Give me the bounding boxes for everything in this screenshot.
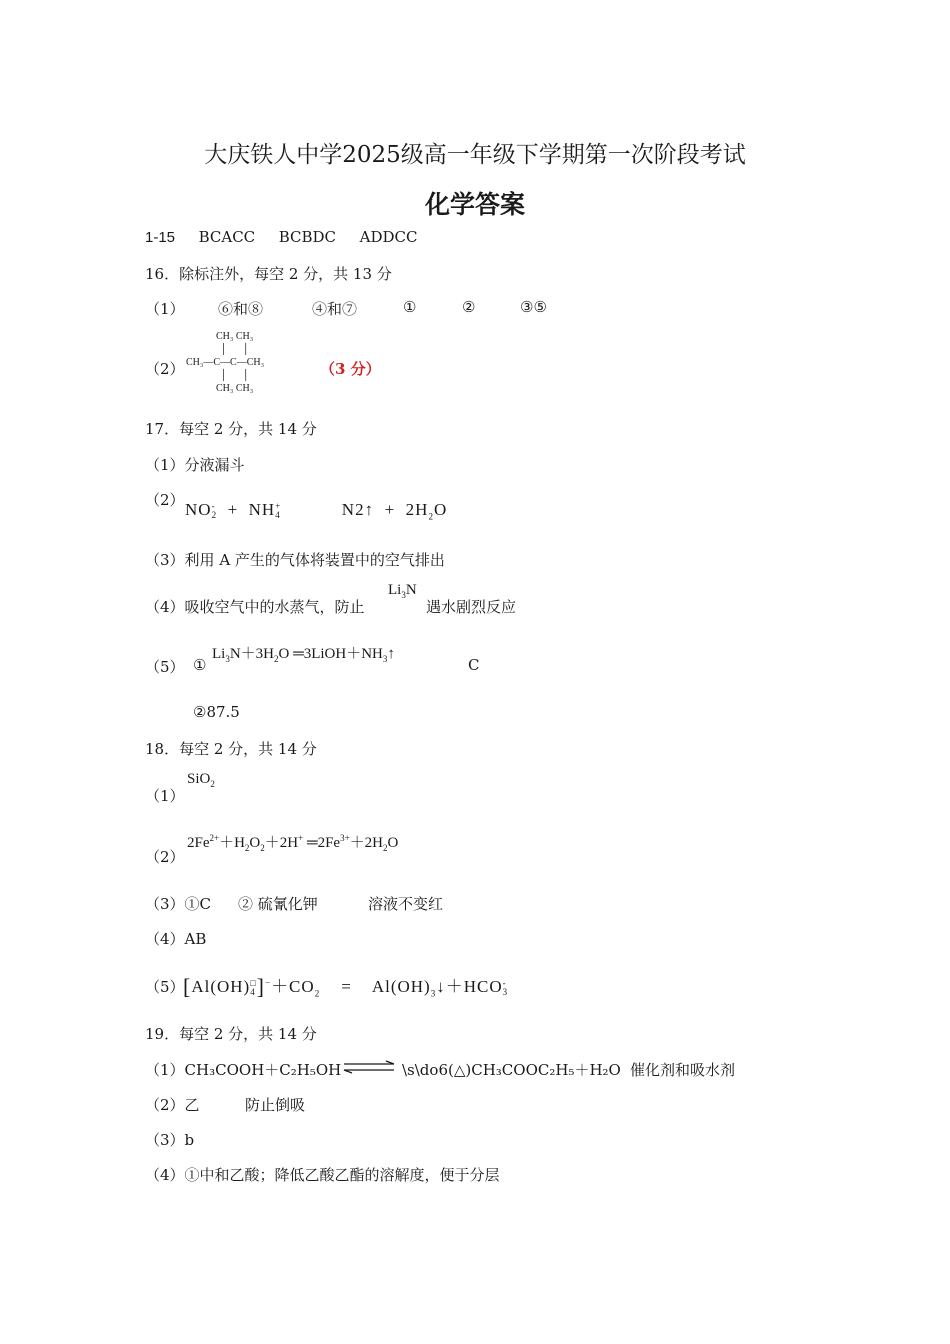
water-subscript: 2	[428, 511, 434, 522]
nitrogen-gas: N2↑	[341, 500, 375, 519]
q17-part4-text-b: 遇水剧烈反应	[426, 598, 517, 616]
e-b-sub: 2	[244, 843, 250, 853]
nitrite-ion: NO	[185, 500, 212, 519]
q19-part1-label: （1）	[145, 1061, 185, 1079]
q18-part4	[145, 928, 206, 949]
q17-part3-answer: 利用 A 产生的气体将装置中的空气排出	[184, 551, 445, 569]
e-c-sub: 2	[260, 843, 265, 853]
e-b: ＋H	[219, 835, 245, 851]
mc-answers	[145, 228, 417, 246]
q19-part2	[145, 1094, 200, 1115]
q19-header: 19．每空 2 分，共 14 分	[145, 1025, 317, 1043]
page-title: 大庆铁人中学2025级高一年级下学期第一次阶段考试	[204, 142, 746, 168]
e-f: ＋2H	[349, 835, 383, 851]
al-oh4: Al(OH)	[191, 977, 251, 996]
li: Li	[388, 582, 402, 598]
q19-part3	[145, 1129, 194, 1150]
q17-part3	[145, 549, 445, 570]
q18-part2-label: （2）	[145, 848, 185, 866]
q18-part4-answer: AB	[184, 930, 207, 948]
co2: ＋CO	[271, 977, 315, 996]
eq-d: ↑	[387, 646, 395, 662]
q17-part4-label: （4）	[145, 598, 185, 616]
q19-part4-answer: ①中和乙酸；降低乙酸乙酯的溶解度，便于分层	[184, 1166, 500, 1184]
q17-part1-answer: 分液漏斗	[184, 456, 245, 474]
q16-header: 16．除标注外，每空 2 分，共 13 分	[145, 265, 392, 283]
structure-top-methyls: CH₃ CH₃	[216, 331, 254, 342]
plus-sign: +	[227, 500, 239, 519]
q16-score-note: （3 分）	[320, 360, 381, 378]
q16-answer-3: ①	[403, 298, 417, 316]
hco3-charge: -	[502, 978, 507, 989]
sio-sub: 2	[210, 779, 215, 789]
eq-a: Li	[212, 646, 226, 662]
q19-part4	[145, 1164, 500, 1185]
mc-group-1: BCACC	[198, 228, 256, 246]
q17-part5-answer: C	[468, 656, 480, 674]
al-oh3: Al(OH)	[371, 977, 431, 996]
q16-answer-4: ②	[462, 298, 476, 316]
q17-part4	[145, 596, 365, 617]
q17-part1	[145, 454, 245, 475]
q19-part2-b: 防止倒吸	[245, 1096, 306, 1114]
q18-part3-b: ② 硫氰化钾	[238, 895, 318, 913]
q17-part5-circle2: ②87.5	[193, 703, 240, 721]
li3n-hydrolysis-equation	[212, 642, 395, 664]
q17-equation	[185, 500, 447, 521]
eq-c-sub: 3	[382, 654, 388, 664]
bracket-charge: −	[264, 977, 272, 988]
hco3: ↓＋HCO	[436, 977, 503, 996]
sio: SiO	[187, 771, 211, 787]
q17-header: 17．每空 2 分，共 14 分	[145, 420, 317, 438]
e-a: 2Fe	[187, 835, 210, 851]
q17-part5-label: （5）	[145, 658, 185, 676]
q16-answer-2: ④和⑦	[312, 300, 358, 318]
eq-b: N＋3H	[229, 646, 275, 662]
water-coef: 2H	[405, 500, 429, 519]
silicon-dioxide	[187, 771, 215, 789]
ammonium-ion: NH	[248, 500, 276, 519]
al-oh3-sub: 3	[430, 988, 437, 999]
q18-part3-a: ①C	[184, 895, 212, 913]
e-d: ＋2H	[264, 835, 299, 851]
structure-main-chain: CH₃—C—C—CH₃	[186, 357, 265, 368]
q18-part5-label: （5）	[145, 978, 185, 996]
nitrite-subscript: 2	[211, 510, 218, 521]
e-c: O	[249, 835, 261, 851]
q18-part1-label: （1）	[145, 787, 185, 805]
q19-part1-note: 催化剂和吸水剂	[630, 1061, 736, 1079]
q16-answer-1: ⑥和⑧	[218, 300, 264, 318]
q16-answer-5: ③⑤	[520, 298, 547, 316]
q19-part1	[145, 1059, 341, 1080]
e-d-sup: +	[298, 833, 304, 843]
e-e-sup: 3+	[340, 833, 350, 843]
eq-a-sub: 3	[225, 654, 230, 664]
esterification-rhs: \s\do6(△)CH₃COOC₂H₅＋H₂O	[402, 1061, 621, 1079]
al-oh4-sub: 4	[250, 987, 256, 998]
q19-part2-label: （2）	[145, 1096, 185, 1114]
plus-sign: +	[384, 500, 396, 519]
nitrite-charge: -	[211, 501, 216, 512]
water-o: O	[433, 500, 448, 519]
q17-part2-label: （2）	[145, 491, 185, 509]
q18-part3-label: （3）	[145, 895, 185, 913]
q16-part2-label: （2）	[145, 360, 185, 378]
q18-header: 18．每空 2 分，共 14 分	[145, 740, 317, 758]
hco3-sub: 3	[502, 987, 509, 998]
n: N	[405, 582, 417, 598]
q17-part4-text-a: 吸收空气中的水蒸气，防止	[184, 598, 365, 616]
page-subtitle: 化学答案	[424, 190, 525, 219]
bracket-close: ]	[256, 974, 265, 999]
esterification-lhs: CH₃COOH＋C₂H₅OH	[184, 1061, 342, 1079]
q16-part1-label: （1）	[145, 300, 185, 318]
q18-part4-label: （4）	[145, 930, 185, 948]
q19-part3-answer: b	[184, 1131, 195, 1149]
e-a-sup: 2+	[209, 833, 220, 843]
ammonium-charge: +	[275, 501, 282, 512]
e-e: ═2Fe	[303, 835, 341, 851]
ammonium-subscript: 4	[275, 510, 281, 521]
q19-part3-label: （3）	[145, 1131, 185, 1149]
structure-bottom-methyls: CH₃ CH₃	[216, 383, 254, 394]
e-g: O	[387, 835, 399, 851]
lithium-nitride	[388, 582, 417, 600]
mc-group-2: BCBDC	[278, 228, 337, 246]
eq-b-sub: 2	[274, 654, 279, 664]
circle-1: ①	[193, 656, 207, 674]
equals-sign: =	[341, 977, 352, 996]
co2-sub: 2	[314, 988, 321, 999]
aluminate-equation: [Al(OH) □ 4 ]$^-+CO_2$ = $Al(OH)_3↓+HCO$ - 3	[183, 974, 509, 999]
e-f-sub: 2	[383, 843, 388, 853]
fe-oxidation-equation	[187, 831, 398, 853]
q18-part3	[145, 893, 211, 914]
structural-formula: CH₃ CH₃ │ │ CH₃—C—C—CH₃ │ │ CH₃ CH₃	[186, 331, 265, 394]
reversible-arrow-icon	[342, 1060, 396, 1074]
q19-part4-label: （4）	[145, 1166, 185, 1184]
q19-part2-a: 乙	[184, 1096, 200, 1114]
mc-group-3: ADDCC	[359, 228, 418, 246]
eq-c: O ═3LiOH＋NH	[278, 646, 383, 662]
q17-part1-label: （1）	[145, 456, 185, 474]
mc-range: 1-15	[145, 229, 176, 246]
al-oh4-sup: □	[250, 978, 257, 989]
q17-part3-label: （3）	[145, 551, 185, 569]
q18-part3-c: 溶液不变红	[368, 895, 444, 913]
li-sub: 3	[401, 590, 406, 600]
